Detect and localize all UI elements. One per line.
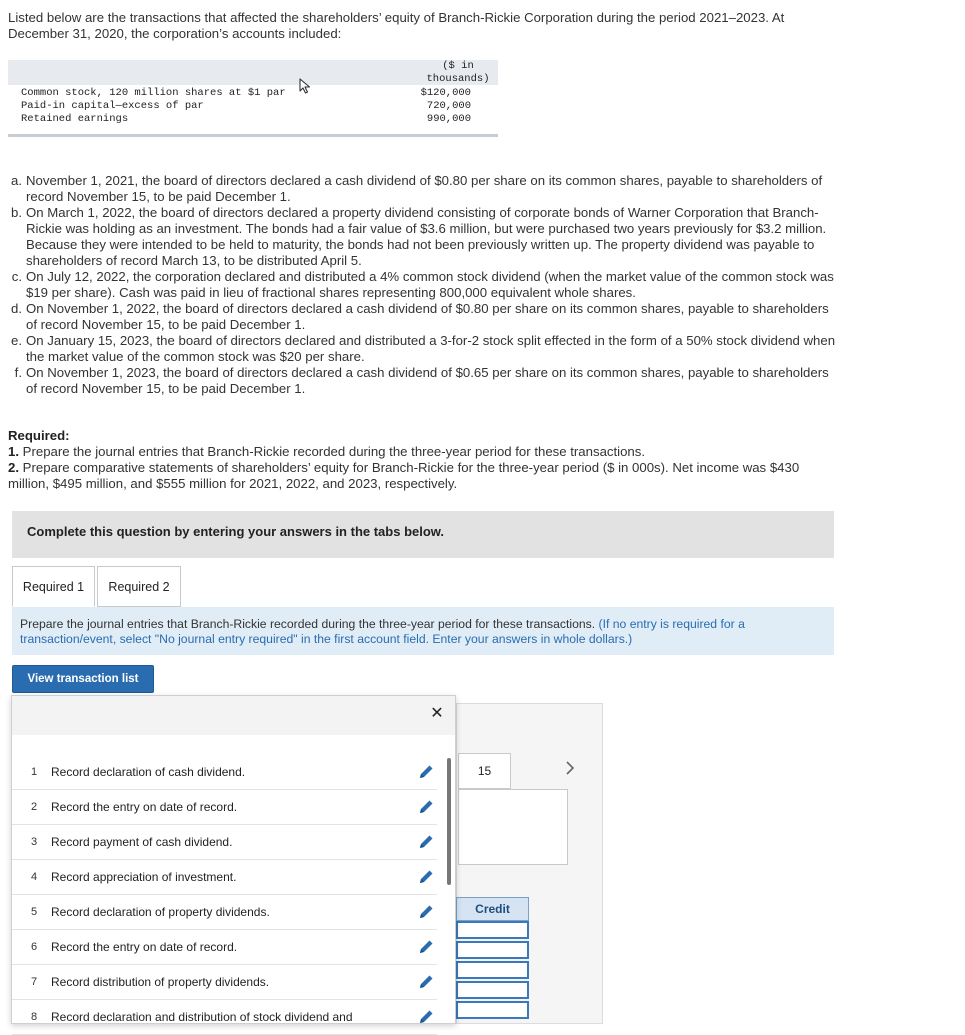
transaction-list-popup xyxy=(11,695,456,1024)
journal-entry-area xyxy=(458,789,568,865)
account-value: $120,000 xyxy=(420,87,471,99)
pencil-icon[interactable] xyxy=(417,903,435,921)
item-number: 1 xyxy=(31,766,38,778)
close-icon[interactable]: ✕ xyxy=(430,705,444,722)
unit-line-1: ($ in xyxy=(442,60,474,72)
list-item xyxy=(12,1000,437,1035)
item-label: Record appreciation of investment. xyxy=(51,870,237,884)
item-label: Record distribution of property dividends. xyxy=(51,975,270,989)
list-item xyxy=(12,965,437,1000)
item-label: Record declaration of property dividends. xyxy=(51,905,270,919)
item-number: 8 xyxy=(31,1011,38,1023)
item-label: Record the entry on date of record. xyxy=(51,940,238,954)
transaction-descriptions xyxy=(8,173,838,397)
transaction-item-d: d. On November 1, 2022, the board of directors declared a cash dividend of $0.80 per share on its common shares, payable to shareholders of record November 15, to be paid December 1. xyxy=(11,301,829,332)
chevron-right-icon[interactable] xyxy=(563,760,577,776)
credit-input[interactable] xyxy=(456,941,529,959)
banner-text: Complete this question by entering your answers in the tabs below. xyxy=(27,524,445,539)
popup-header xyxy=(12,696,455,735)
instruction-main: Prepare the journal entries that Branch-Rickie recorded during the three-year period for these transactions. xyxy=(20,617,596,631)
item-label: Record declaration of cash dividend. xyxy=(51,765,246,779)
account-value: 990,000 xyxy=(426,113,471,125)
account-label: Paid-in capital—excess of par xyxy=(21,100,204,112)
pencil-icon[interactable] xyxy=(417,1008,435,1026)
account-label: Retained earnings xyxy=(21,113,129,125)
credit-input[interactable] xyxy=(456,961,529,979)
required-item-2: 2. Prepare comparative statements of shareholders’ equity for Branch-Rickie for the three-year period ($ in 000s). Net income was $430 million, $495 million, and $555 million for 2021, 2022, and 2023, respectively. xyxy=(8,460,800,491)
tab-required-1[interactable]: Required 1 xyxy=(12,566,95,607)
required-heading: Required: xyxy=(8,428,70,443)
item-number: 7 xyxy=(31,976,38,988)
pencil-icon[interactable] xyxy=(417,763,435,781)
credit-column-header: Credit xyxy=(456,897,529,921)
list-item xyxy=(12,755,437,790)
item-number: 3 xyxy=(31,836,38,848)
pencil-icon[interactable] xyxy=(417,938,435,956)
item-number: 5 xyxy=(31,906,38,918)
transaction-list xyxy=(12,755,437,1035)
pencil-icon[interactable] xyxy=(417,798,435,816)
account-row-retained-earnings xyxy=(21,113,491,126)
pencil-icon[interactable] xyxy=(417,868,435,886)
credit-input[interactable] xyxy=(456,981,529,999)
account-row-paid-in-capital xyxy=(21,100,491,113)
transaction-item-a: a. November 1, 2021, the board of directors declared a cash dividend of $0.80 per share on its common shares, payable to shareholders of record November 15, to be paid December 1. xyxy=(11,173,823,204)
account-label: Common stock, 120 million shares at $1 par xyxy=(21,87,286,99)
list-item xyxy=(12,860,437,895)
list-item xyxy=(12,790,437,825)
account-value: 720,000 xyxy=(426,100,471,112)
tab-required-2[interactable]: Required 2 xyxy=(97,566,181,607)
intro-text: Listed below are the transactions that affected the shareholders’ equity of Branch-Rickie Corporation during the period 2021–2023. At December 31, 2020, the corporation’s accounts included: xyxy=(8,10,785,41)
instructions-banner xyxy=(12,511,834,558)
view-transaction-list-button[interactable]: View transaction list xyxy=(12,665,154,693)
accounts-table xyxy=(8,60,498,137)
required-item-1: 1. Prepare the journal entries that Branch-Rickie recorded during the three-year period for these transactions. xyxy=(8,444,646,459)
instruction-note: (If no entry is required for a transaction/event, select "No journal entry required" in the first account field. Enter your answers in whole dollars.) xyxy=(20,617,745,646)
item-label: Record payment of cash dividend. xyxy=(51,835,233,849)
transaction-item-e: e. On January 15, 2023, the board of directors declared and distributed a 3-for-2 stock split effected in the form of a 50% stock dividend when the market value of the common stock was $20 per share. xyxy=(11,333,836,364)
transaction-item-c: c. On July 12, 2022, the corporation declared and distributed a 4% common stock dividend (when the market value of the common stock was $19 per share). Cash was paid in lieu of fractional shares representing 800,000 equivalent whole shares. xyxy=(11,269,834,300)
item-number: 4 xyxy=(31,871,38,883)
account-row-common-stock xyxy=(21,87,491,100)
accounts-unit-header xyxy=(413,60,503,86)
item-label: Record the entry on date of record. xyxy=(51,800,238,814)
list-item xyxy=(12,895,437,930)
pencil-icon[interactable] xyxy=(417,833,435,851)
credit-input[interactable] xyxy=(456,1001,529,1019)
list-item xyxy=(12,930,437,965)
transaction-item-f: f. On November 1, 2023, the board of directors declared a cash dividend of $0.65 per share on its common shares, payable to shareholders of record November 15, to be paid December 1. xyxy=(14,365,829,396)
credit-input[interactable] xyxy=(456,921,529,939)
item-label: Record declaration and distribution of stock dividend and xyxy=(51,1010,353,1024)
pencil-icon[interactable] xyxy=(417,973,435,991)
list-item xyxy=(12,825,437,860)
required-section xyxy=(8,428,838,492)
transaction-item-b: b. On March 1, 2022, the board of directors declared a property dividend consisting of corporate bonds of Warner Corporation that Branch-Rickie was holding as an investment. The bonds had a fair value of $3.6 million, but were purchased two years previously for $3.2 million. Because they were intended to be held to maturity, the bonds had not been previously written up. The property dividend was payable to shareholders of record March 13, to be distributed April 5. xyxy=(11,205,827,268)
unit-line-2: thousands) xyxy=(426,73,490,85)
scrollbar-thumb[interactable] xyxy=(447,758,451,885)
tab-instruction xyxy=(12,607,834,655)
entry-number-badge: 15 xyxy=(458,753,511,789)
item-number: 6 xyxy=(31,941,38,953)
item-number: 2 xyxy=(31,801,38,813)
mouse-cursor-icon xyxy=(299,78,313,94)
